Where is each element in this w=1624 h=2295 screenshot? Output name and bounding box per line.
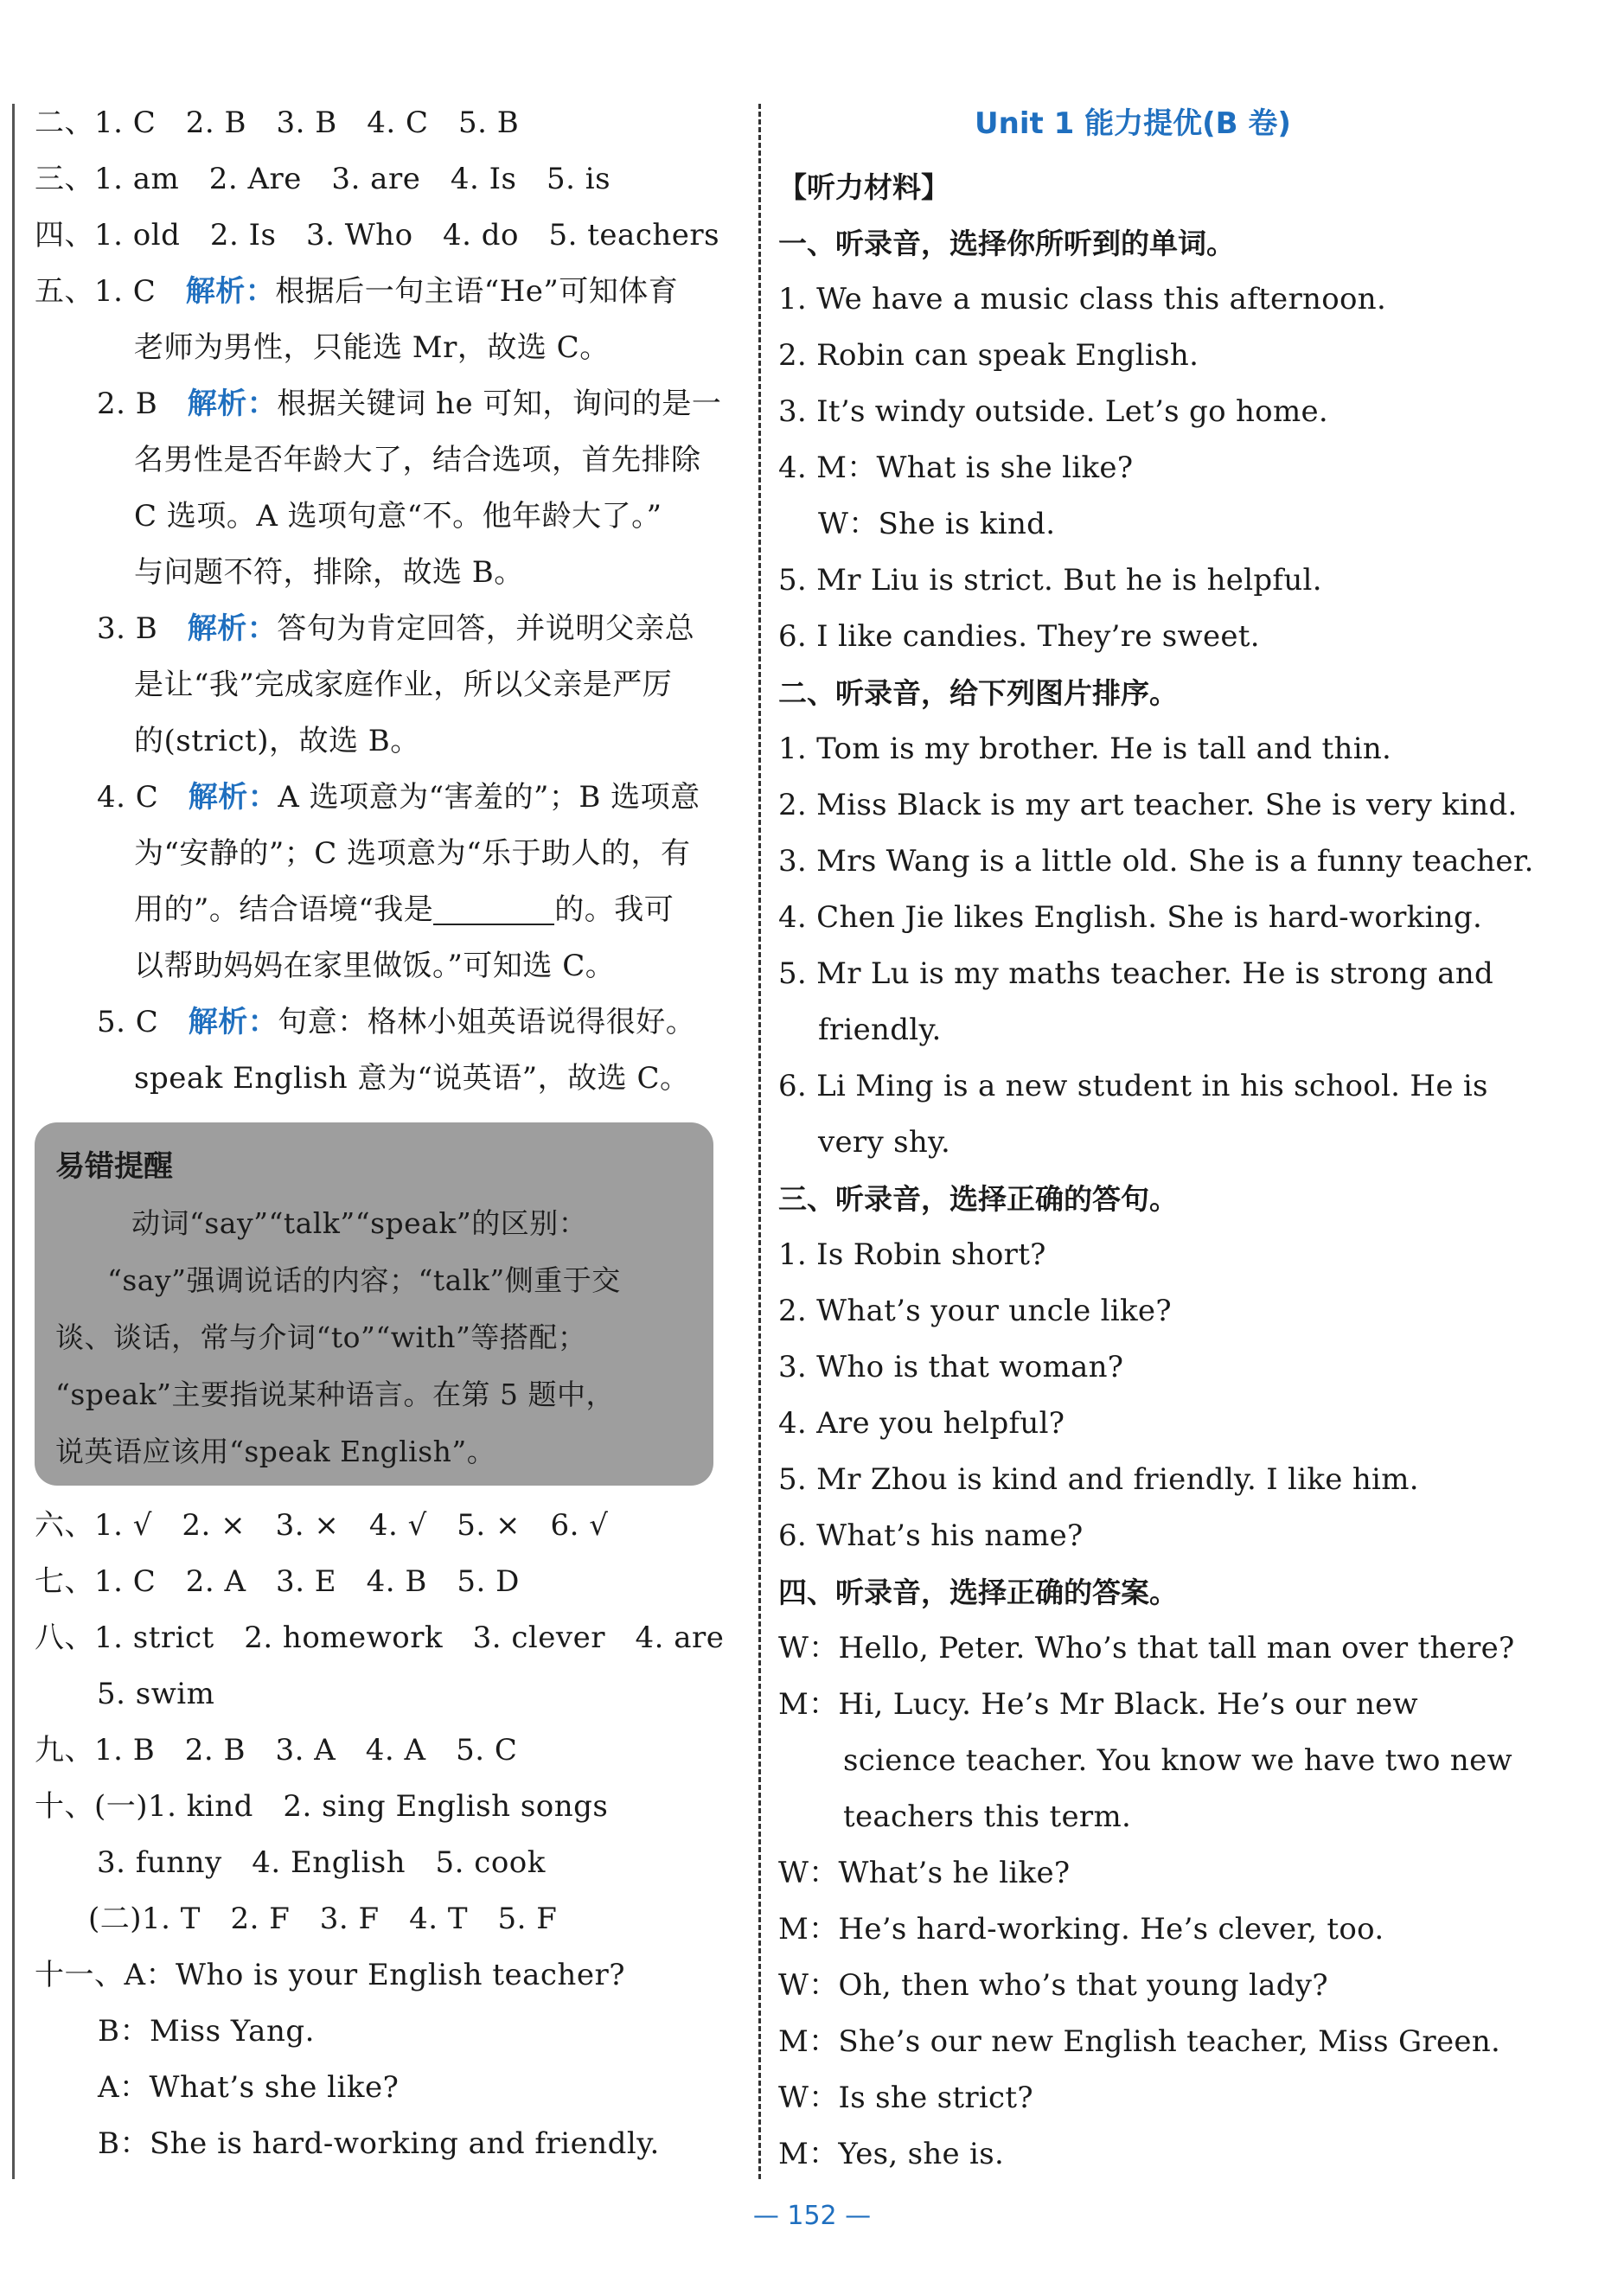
- dialogue-line: W：Is she strict?: [778, 2081, 1033, 2115]
- transcript-line: 3. Who is that woman?: [778, 1350, 1124, 1384]
- box-line: 谈、谈话，常与介词“to”“with”等搭配；: [55, 1320, 587, 1354]
- box-line: “speak”主要指说某种语言。在第 5 题中，: [55, 1378, 615, 1411]
- answer-line-2: 二、1. C 2. B 3. B 4. C 5. B: [35, 105, 520, 140]
- analysis-text: 根据关键词 he 可知，询问的是一: [277, 387, 722, 421]
- transcript-line: 5. Mr Lu is my maths teacher. He is strong and: [778, 956, 1494, 991]
- transcript-line: 3. Mrs Wang is a little old. She is a funny teacher.: [778, 844, 1534, 879]
- page-number: — 152 —: [752, 2201, 872, 2231]
- right-column: [778, 95, 1534, 2183]
- answer-line-6: 六、1. √ 2. × 3. × 4. √ 5. × 6. √: [35, 1508, 609, 1543]
- analysis-text-b: 的。我可: [554, 892, 675, 927]
- dialogue-line: M：Yes, she is.: [778, 2137, 1005, 2171]
- analysis-label: 解析：: [187, 387, 278, 421]
- transcript-line: 2. What’s your uncle like?: [778, 1294, 1172, 1328]
- answer-5-5: [35, 994, 744, 1051]
- dialogue-line: M：She’s our new English teacher, Miss Green.: [778, 2024, 1501, 2059]
- transcript-line: 3. It’s windy outside. Let’s go home.: [778, 394, 1329, 429]
- answer-line-7: 七、1. C 2. A 3. E 4. B 5. D: [35, 1564, 520, 1599]
- analysis-text-a: 用的”。结合语境“我是: [134, 892, 434, 927]
- answer-line-10: 十、(一)1. kind 2. sing English songs: [35, 1789, 609, 1824]
- box-line: “say”强调说话的内容；“talk”侧重于交: [107, 1263, 621, 1297]
- analysis-text: A 选项意为“害羞的”；B 选项意: [278, 780, 700, 815]
- analysis-continuation: 名男性是否年龄大了，结合选项，首先排除: [134, 443, 701, 477]
- fill-blank: [433, 898, 554, 925]
- transcript-line: 2. Robin can speak English.: [778, 338, 1199, 373]
- transcript-line: 4. Chen Jie likes English. She is hard-working.: [778, 900, 1483, 935]
- dialogue-line: science teacher. You know we have two new: [843, 1743, 1512, 1778]
- transcript-line: 6. I like candies. They’re sweet.: [778, 619, 1260, 654]
- transcript-line: 4. M：What is she like?: [778, 451, 1134, 485]
- page-edge: [12, 104, 15, 2179]
- transcript-line: 2. Miss Black is my art teacher. She is very kind.: [778, 788, 1518, 822]
- analysis-continuation: speak English 意为“说英语”，故选 C。: [134, 1061, 690, 1096]
- answer-5-3: [35, 601, 744, 657]
- answer-prefix: 五、1. C: [35, 274, 186, 309]
- analysis-text: 根据后一句主语“He”可知体育: [275, 274, 679, 309]
- transcript-line: very shy.: [818, 1125, 951, 1160]
- answer-5-4: [35, 770, 744, 826]
- column-divider: [758, 104, 761, 2179]
- answer-5-2: [35, 376, 744, 432]
- answer-5-1: [35, 264, 744, 320]
- dialogue-line: W：What’s he like?: [778, 1856, 1071, 1890]
- analysis-text: 答句为肯定回答，并说明父亲总: [277, 611, 695, 646]
- answer-line-8: 八、1. strict 2. homework 3. clever 4. are: [35, 1621, 725, 1655]
- analysis-continuation: [35, 882, 744, 938]
- transcript-line: 6. Li Ming is a new student in his school. He is: [778, 1069, 1488, 1103]
- answer-prefix: 5. C: [97, 1005, 189, 1039]
- transcript-line: 4. Are you helpful?: [778, 1406, 1065, 1441]
- transcript-line: 5. Mr Zhou is kind and friendly. I like him.: [778, 1462, 1419, 1497]
- analysis-label: 解析：: [188, 780, 278, 815]
- box-line: 说英语应该用“speak English”。: [55, 1435, 496, 1468]
- dialogue-line: B：Miss Yang.: [98, 2014, 315, 2049]
- transcript-line: 6. What’s his name?: [778, 1518, 1084, 1553]
- answer-line-8-cont: 5. swim: [97, 1677, 215, 1711]
- unit-title: Unit 1 能力提优(B 卷): [975, 106, 1291, 141]
- box-title: 易错提醒: [55, 1149, 173, 1184]
- analysis-continuation: 的(strict)，故选 B。: [134, 724, 420, 758]
- box-line: 动词“say”“talk”“speak”的区别：: [131, 1206, 588, 1240]
- transcript-line: W：She is kind.: [818, 507, 1056, 541]
- dialogue-line: M：Hi, Lucy. He’s Mr Black. He’s our new: [778, 1687, 1418, 1722]
- section-1-heading: 一、听录音，选择你所听到的单词。: [778, 227, 1235, 260]
- answer-line-9: 九、1. B 2. B 3. A 4. A 5. C: [35, 1733, 518, 1768]
- dialogue-line: teachers this term.: [843, 1800, 1132, 1834]
- answer-line-11: 十一、A：Who is your English teacher?: [35, 1958, 625, 1992]
- analysis-continuation: C 选项。A 选项句意“不。他年龄大了。”: [134, 499, 662, 534]
- transcript-line: 5. Mr Liu is strict. But he is helpful.: [778, 563, 1322, 598]
- answer-line-10-part2: (二)1. T 2. F 3. F 4. T 5. F: [88, 1902, 558, 1936]
- dialogue-line: A：What’s she like?: [98, 2070, 400, 2105]
- analysis-label: 解析：: [185, 274, 276, 309]
- analysis-label: 解析：: [187, 611, 278, 646]
- answer-line-4: 四、1. old 2. Is 3. Who 4. do 5. teachers: [35, 218, 720, 253]
- analysis-continuation: 老师为男性，只能选 Mr，故选 C。: [134, 330, 610, 365]
- analysis-continuation: 与问题不符，排除，故选 B。: [134, 555, 524, 590]
- section-2-heading: 二、听录音，给下列图片排序。: [778, 676, 1178, 710]
- dialogue-line: M：He’s hard-working. He’s clever, too.: [778, 1912, 1384, 1947]
- analysis-text: 句意：格林小姐英语说得很好。: [278, 1005, 696, 1039]
- section-3-heading: 三、听录音，选择正确的答句。: [778, 1182, 1178, 1216]
- transcript-line: friendly.: [818, 1013, 942, 1047]
- answer-prefix: 2. B: [97, 387, 188, 421]
- dialogue-line: W：Hello, Peter. Who’s that tall man over there?: [778, 1631, 1515, 1665]
- answer-line-3: 三、1. am 2. Are 3. are 4. Is 5. is: [35, 162, 611, 196]
- dialogue-line: B：She is hard-working and friendly.: [98, 2126, 660, 2161]
- dialogue-line: W：Oh, then who’s that young lady?: [778, 1968, 1328, 2003]
- transcript-line: 1. We have a music class this afternoon.: [778, 282, 1387, 316]
- analysis-continuation: 为“安静的”；C 选项意为“乐于助人的，有: [134, 836, 691, 871]
- listening-material-heading: 【听力材料】: [778, 170, 949, 204]
- analysis-continuation: 以帮助妈妈在家里做饭。”可知选 C。: [134, 949, 616, 983]
- answer-prefix: 4. C: [97, 780, 189, 815]
- answer-prefix: 3. B: [97, 611, 188, 646]
- analysis-continuation: 是让“我”完成家庭作业，所以父亲是严厉: [134, 668, 673, 702]
- error-reminder-box: [35, 1122, 713, 1486]
- analysis-label: 解析：: [188, 1005, 278, 1039]
- section-4-heading: 四、听录音，选择正确的答案。: [778, 1576, 1178, 1609]
- answer-line-10-cont: 3. funny 4. English 5. cook: [97, 1845, 546, 1880]
- left-column: [35, 95, 744, 2172]
- transcript-line: 1. Is Robin short?: [778, 1237, 1046, 1272]
- transcript-line: 1. Tom is my brother. He is tall and thin.: [778, 732, 1392, 766]
